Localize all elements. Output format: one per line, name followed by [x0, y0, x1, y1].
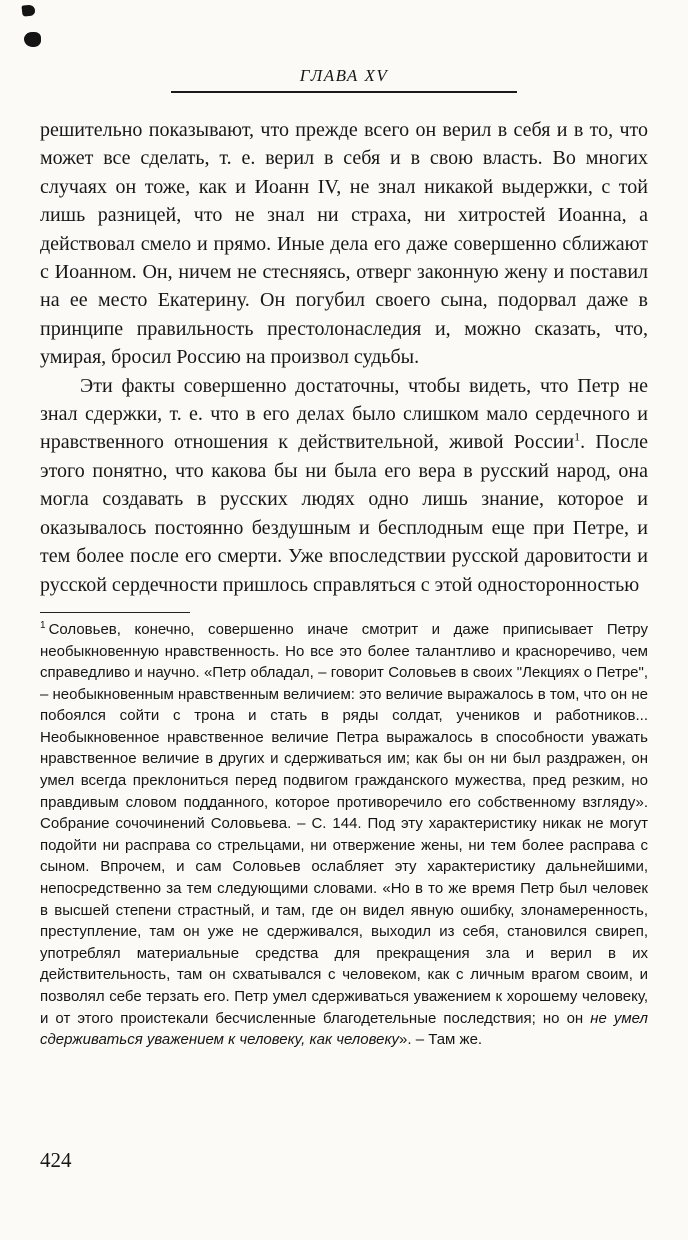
paragraph-text: решительно показывают, что прежде всего он верил в себя и в то, что может все сделать, т. е. верил в себя и в свою власть. Во многих случаях он тоже, как и Иоанн IV, не знал никакой выдержки, с той лишь разницей, что не знал ни страха, ни хитростей Иоанна, а действовал смело и прямо. Иные дела его даже совершенно сближают с Иоанном. Он, ничем не стесняясь, отверг законную жену и поставил на ее место Екатерину. Он погубил своего сына, подорвал даже в принципе правильность престолонаследия и, можно сказать, что, умирая, бросил Россию на произвол судьбы. [40, 119, 648, 369]
footnote-reference: 1 [574, 429, 581, 444]
footnote-text-italic: не умел сдерживаться уважением к человеку, как человеку [40, 1009, 648, 1049]
footnote-marker: 1 [40, 619, 46, 631]
paragraph-text: Эти факты совершенно достаточны, чтобы видеть, что Петр не знал сдержки, т. е. что в его делах было слишком мало сердечного и нравственного отношения к действительной, живой России [40, 374, 648, 454]
body-text [40, 116, 648, 599]
footnote-paragraph [40, 619, 648, 1051]
chapter-header [40, 0, 648, 93]
header-rule [171, 91, 517, 93]
footnote-text: ». – Там же. [399, 1031, 483, 1049]
footnote-separator [40, 612, 190, 613]
body-paragraph [40, 116, 648, 372]
footnote [40, 619, 648, 1051]
footnote-text: Соловьев, конечно, совершенно иначе смотрит и даже приписывает Петру необыкновенную нравственность. Но все это более талантливо и красноречиво, чем справедливо и научно. «Петр обладал, – говорит Соловьев в своих "Лекциях о Петре", – необыкновенным нравственным величием: это величие выражалось в том, что он не побоялся сойти с трона и стать в ряды солдат, учеников и работников... Необыкновенное нравственное величие Петра выражалось в способности уважать нравственное величие в других и сдерживаться им; как бы он ни был раздражен, он умел всегда преклониться перед подвигом гражданского мужества, пред резким, но правдивым словом подданного, которое противоречило его собственному взгляду». Собрание сочочинений Соловьева. – С. 144. Под эту характеристику никак не могут подойти ни расправа со стрельцами, ни отвержение жены, ни тем более расправа с сыном. Впрочем, и сам Соловьев ослабляет эту характеристику дальнейшими, непосредственно за тем следующими словами. «Но в то же время Петр был человек в высшей степени страстный, и там, где он видел явную ошибку, злонамеренность, преступление, там он уже не сдерживался, выходил из себя, становился свиреп, употреблял материальные средства для прекращения зла и верил в их действительность, там он схватывался с человеком, как с личным врагом своим, и позволял себе терзать его. Петр умел сдерживаться уважением к хорошему человеку, и от этого проистекали бесчисленные благодетельные последствия; но он [40, 620, 648, 1027]
chapter-title: ГЛАВА XV [299, 66, 389, 85]
page-number: 424 [40, 1148, 72, 1172]
body-paragraph [40, 372, 648, 599]
paragraph-text: . После этого понятно, что какова бы ни была его вера в русский народ, она могла создавать в русских людях одно лишь знание, которое и оказывалось постоянно бездушным и бесплодным еще при Петре, и тем более после его смерти. Уже впоследствии русской даровитости и русской сердечности пришлось справляться с этой односторонностью [40, 431, 648, 596]
scan-artifact [24, 32, 41, 47]
